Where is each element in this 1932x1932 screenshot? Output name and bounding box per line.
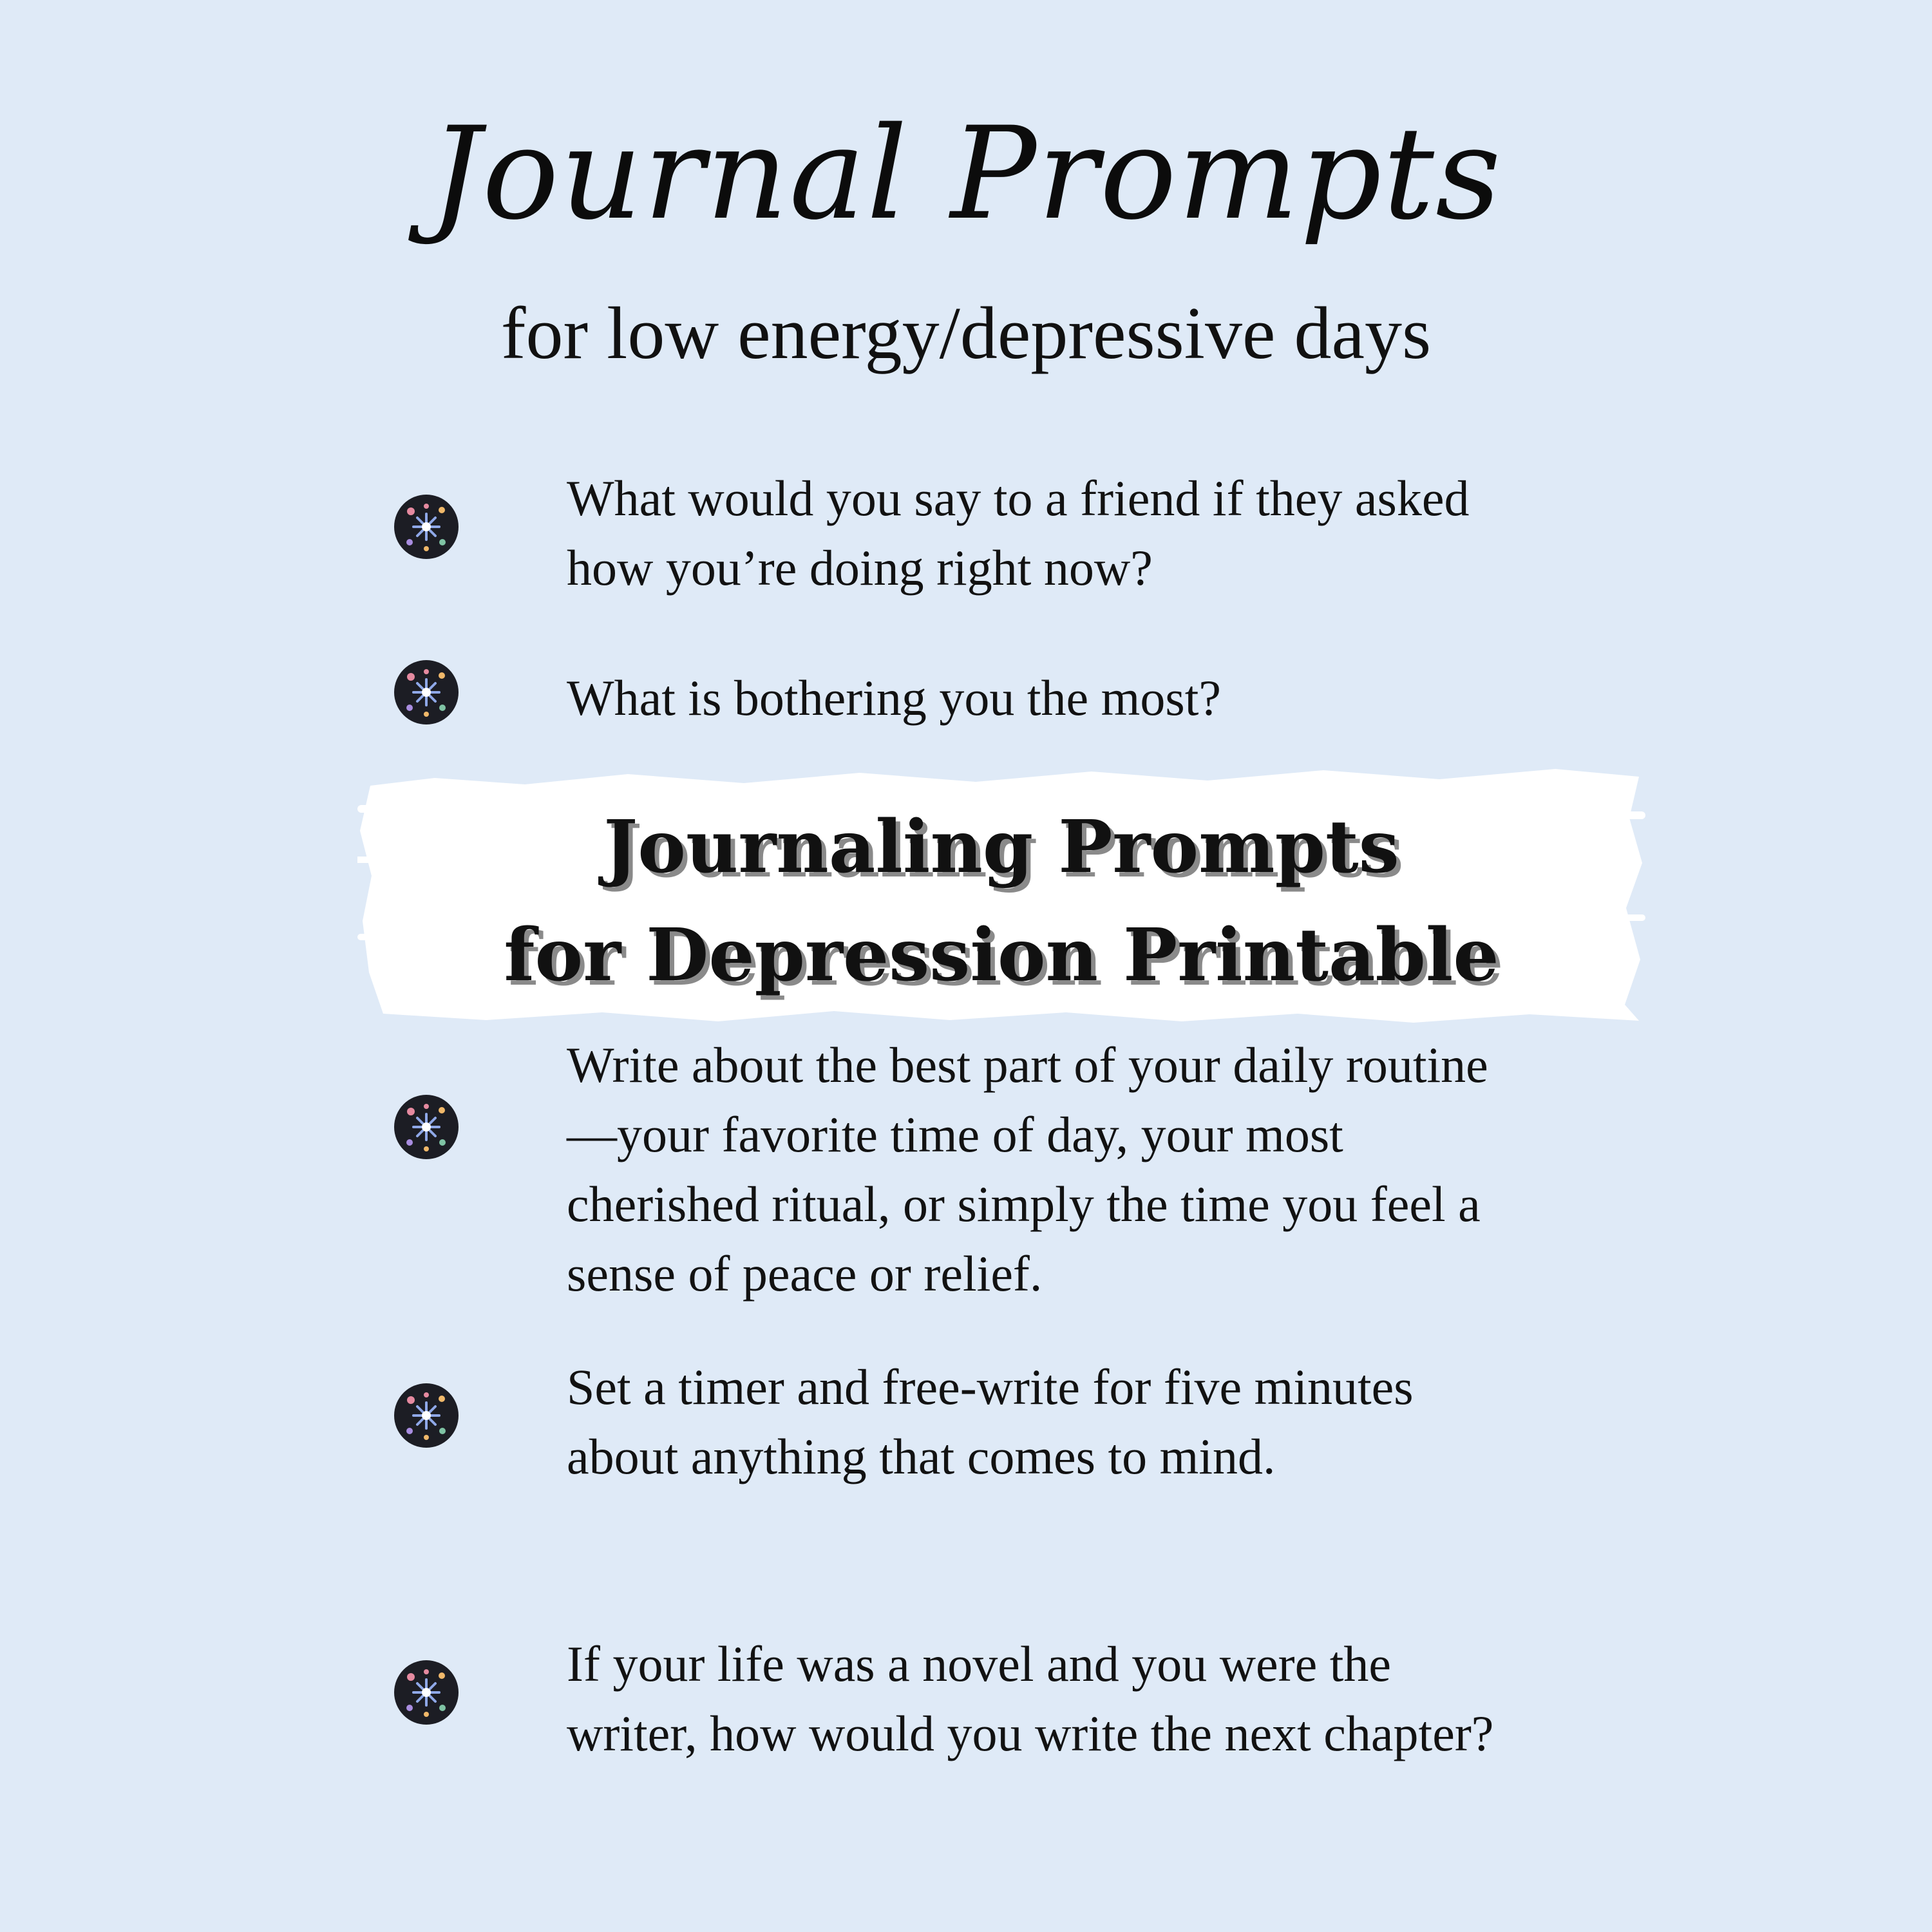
banner-line-2: for Depression Printable — [504, 913, 1499, 998]
floral-bullet-icon — [394, 1660, 459, 1725]
floral-bullet-icon — [394, 660, 459, 724]
banner-heading — [357, 793, 1645, 1010]
floral-bullet-icon — [394, 1095, 459, 1159]
floral-bullet-icon — [394, 1383, 459, 1448]
prompt-text: Write about the best part of your daily routine—your favorite time of day, your most cherished ritual, or simply the time you feel a sense of peace or relief. — [567, 1037, 1488, 1302]
prompt-text: If your life was a novel and you were the writer, how would you write the next chapter? — [567, 1636, 1494, 1761]
prompt-text: Set a timer and free-write for five minutes about anything that comes to mind. — [567, 1359, 1414, 1484]
floral-bullet-icon — [394, 495, 459, 559]
prompt-text: What is bothering you the most? — [567, 670, 1221, 726]
banner-line-1: Journaling Prompts — [603, 805, 1399, 889]
page-subtitle: for low energy/depressive days — [500, 292, 1432, 375]
page-title: Journal Prompts — [430, 99, 1502, 248]
title-banner — [357, 766, 1645, 1024]
prompt-text: What would you say to a friend if they asked how you’re doing right now? — [567, 470, 1470, 596]
